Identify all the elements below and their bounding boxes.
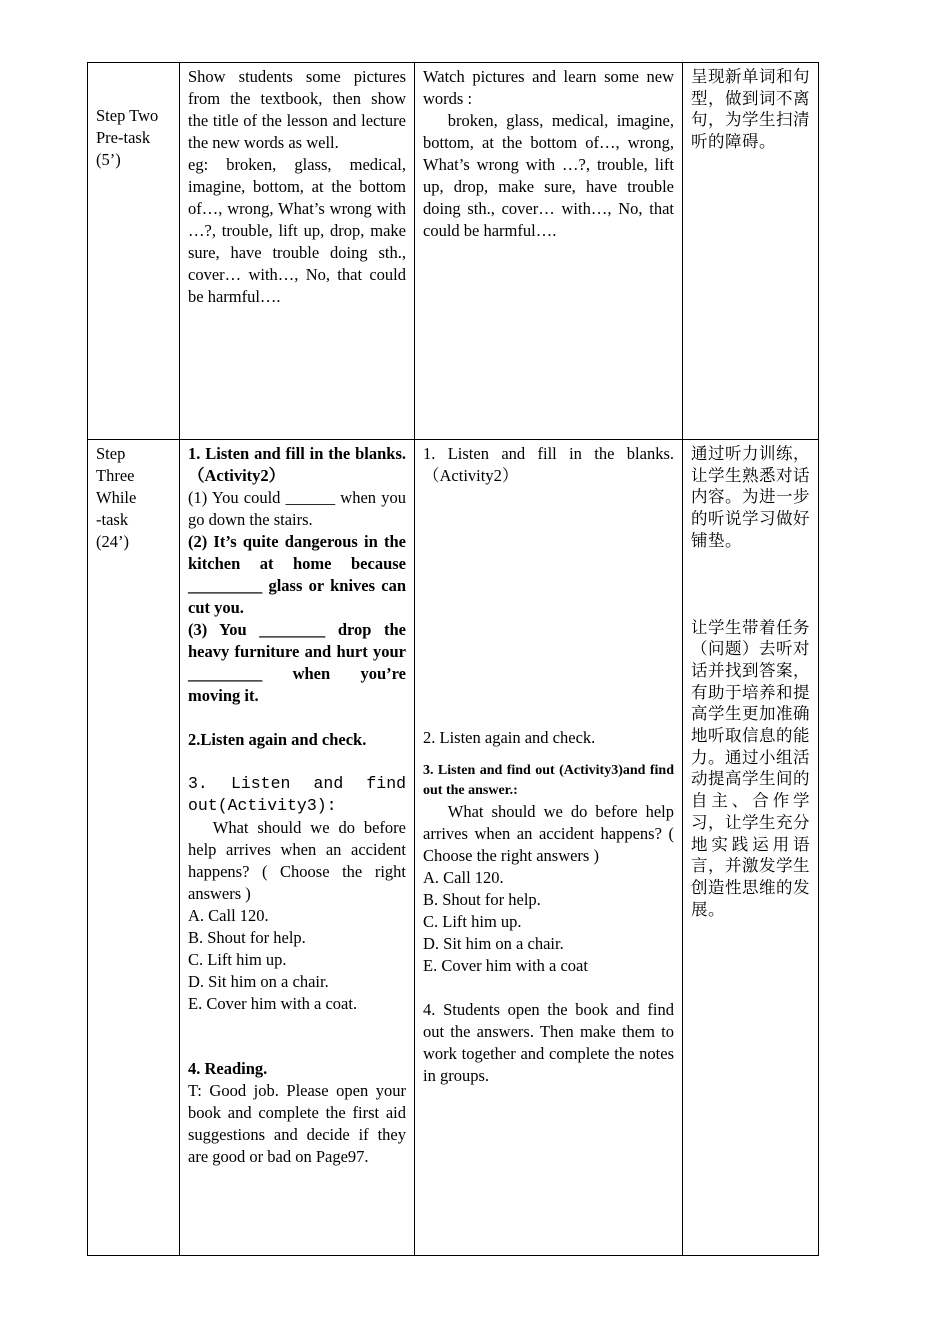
purpose-text: 呈现新单词和句型，做到词不离句，为学生扫清听的障碍。 xyxy=(691,67,810,152)
student-step-2: 2. Listen again and check. xyxy=(423,728,596,747)
teacher-activity-cell xyxy=(180,63,415,440)
task1-title: 1. Listen and fill in the blanks.（Activity2） xyxy=(188,444,406,485)
step-phase: Three xyxy=(96,466,135,485)
step-cell xyxy=(88,440,180,1256)
student-activity-cell xyxy=(415,440,683,1256)
student-step-3-question: What should we do before help arrives when an accident happens? ( Choose the right answers ) xyxy=(423,802,674,865)
task1-question-2: (2) It’s quite dangerous in the kitchen at home because _________ glass or knives can cut you. xyxy=(188,532,406,617)
task3-option-e: E. Cover him with a coat. xyxy=(188,994,358,1013)
task3-title: 3. Listen and find out(Activity3): xyxy=(188,774,406,815)
task3-option-b: B. Shout for help. xyxy=(188,928,306,947)
purpose-text-2: 让学生带着任务（问题）去听对话并找到答案，有助于培养和提高学生更加准确地听取信息的能力。通过小组活动提高学生间的自主、合作学习，让学生充分地实践运用语言，并激发学生创造性思维的发展。 xyxy=(691,617,810,919)
student-option-a: A. Call 120. xyxy=(423,868,504,887)
step-cell xyxy=(88,63,180,440)
teacher-example-words: eg: broken, glass, medical, imagine, bottom, at the bottom of…, wrong, What’s wrong with …?, trouble, lift up, drop, make sure, have trouble doing sth., cover… with…, No, that could be harmful…. xyxy=(188,155,406,306)
task3-question: What should we do before help arrives when an accident happens? ( Choose the right answers ) xyxy=(188,818,406,903)
task4-title: 4. Reading. xyxy=(188,1059,268,1078)
lesson-plan-table xyxy=(87,62,819,1256)
task2-title: 2.Listen again and check. xyxy=(188,730,367,749)
student-intro: Watch pictures and learn some new words : xyxy=(423,67,674,108)
student-option-d: D. Sit him on a chair. xyxy=(423,934,564,953)
student-activity-cell xyxy=(415,63,683,440)
task1-question-3: (3) You ________ drop the heavy furniture and hurt your _________ when you’re moving it. xyxy=(188,620,406,705)
student-step-4: 4. Students open the book and find out the answers. Then make them to work together and complete the notes in groups. xyxy=(423,1000,674,1085)
step-phase-cont: While xyxy=(96,488,137,507)
purpose-cell xyxy=(683,63,819,440)
teacher-intro: Show students some pictures from the textbook, then show the title of the lesson and lecture the new words as well. xyxy=(188,67,406,152)
step-name: Step Two xyxy=(96,106,159,125)
teacher-activity-cell xyxy=(180,440,415,1256)
task3-option-c: C. Lift him up. xyxy=(188,950,287,969)
student-option-e: E. Cover him with a coat xyxy=(423,956,588,975)
step-duration: (5’) xyxy=(96,150,121,169)
student-option-c: C. Lift him up. xyxy=(423,912,522,931)
step-duration: (24’) xyxy=(96,532,129,551)
purpose-cell xyxy=(683,440,819,1256)
row-pre-task xyxy=(88,63,819,440)
task3-option-d: D. Sit him on a chair. xyxy=(188,972,329,991)
task4-text: T: Good job. Please open your book and complete the first aid suggestions and decide if they are good or bad on Page97. xyxy=(188,1081,406,1166)
purpose-text-1: 通过听力训练，让学生熟悉对话内容。为进一步的听说学习做好铺垫。 xyxy=(691,444,810,550)
task1-question-1: (1) You could ______ when you go down the stairs. xyxy=(188,488,406,529)
student-option-b: B. Shout for help. xyxy=(423,890,541,909)
step-phase-suffix: -task xyxy=(96,510,129,529)
row-while-task xyxy=(88,440,819,1256)
student-words: broken, glass, medical, imagine, bottom, at the bottom of…, wrong, What’s wrong with …?, trouble, lift up, drop, make sure, have trouble doing sth., cover… with…, No, that could be harmful…. xyxy=(423,111,674,240)
step-phase: Pre-task xyxy=(96,128,151,147)
student-step-1: 1. Listen and fill in the blanks.（Activity2） xyxy=(423,444,674,485)
step-name: Step xyxy=(96,444,126,463)
student-step-3-title: 3. Listen and find out (Activity3)and find out the answer.: xyxy=(423,763,674,798)
task3-option-a: A. Call 120. xyxy=(188,906,269,925)
